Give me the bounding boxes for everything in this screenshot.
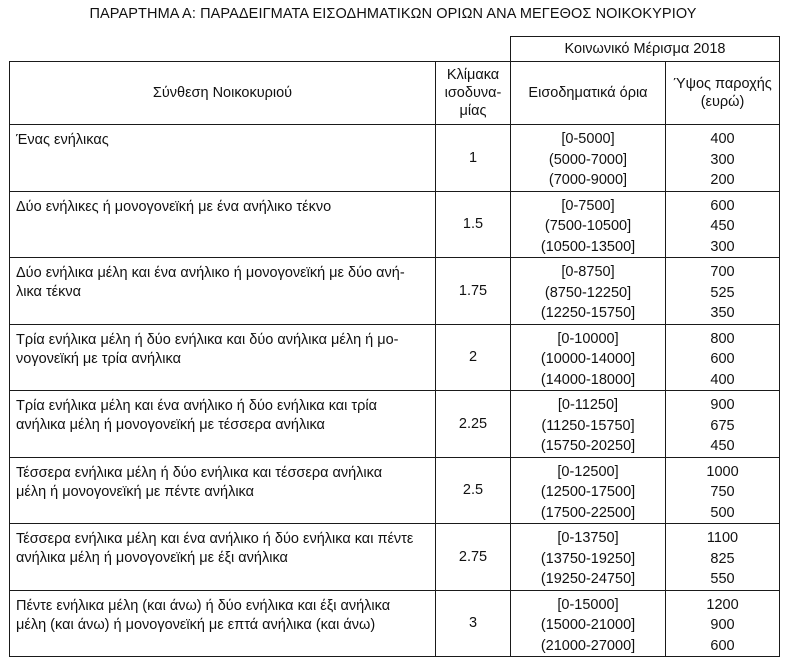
income-limits <box>511 324 666 391</box>
income-limit: (15750-20250] <box>540 438 636 454</box>
income-limit: (17500-22500] <box>540 504 636 521</box>
benefit-amounts <box>666 391 780 458</box>
household-composition <box>10 391 436 458</box>
table-row <box>10 258 780 325</box>
composition-line: ανήλικα μέλη ή μονογονεϊκή με έξι ανήλικα <box>16 550 288 566</box>
benefit-amount: 300 <box>710 151 735 168</box>
benefit-amount: 900 <box>710 617 735 633</box>
equivalence-scale: 1.75 <box>436 258 511 325</box>
benefit-amount: 1200 <box>706 596 739 613</box>
composition-line: Δύο ενήλικα μέλη και ένα ανήλικο ή μονογονεϊκή με δύο ανή- <box>16 265 405 281</box>
income-limit: (12500-17500] <box>540 484 636 500</box>
income-limit: [0-15000] <box>557 596 619 613</box>
document-title: ΠΑΡΑΡΤΗΜΑ Α: ΠΑΡΑΔΕΙΓΜΑΤΑ ΕΙΣΟΔΗΜΑΤΙΚΩΝ ΟΡΙΩΝ ΑΝΑ ΜΕΓΕΘΟΣ ΝΟΙΚΟΚΥΡΙΟΥ <box>89 6 697 22</box>
household-composition <box>10 590 436 657</box>
income-limits <box>511 258 666 325</box>
income-limit: (10000-14000] <box>540 351 636 367</box>
amount-header-line: (ευρώ) <box>700 94 745 110</box>
income-limit: (15000-21000] <box>540 617 636 633</box>
table-row <box>10 191 780 258</box>
table-row <box>10 590 780 657</box>
benefit-amount: 500 <box>710 504 735 521</box>
composition-line: Δύο ενήλικες ή μονογονεϊκή με ένα ανήλικο τέκνο <box>16 198 332 215</box>
benefit-amounts <box>666 524 780 591</box>
composition-header: Σύνθεση Νοικοκυριού <box>10 62 436 125</box>
benefit-amount: 350 <box>710 305 735 321</box>
composition-line: Τρία ενήλικα μέλη ή δύο ενήλικα και δύο ανήλικα μέλη ή μο- <box>16 331 399 348</box>
benefit-amount: 400 <box>710 371 735 388</box>
scale-header-line: μίας <box>459 103 487 119</box>
header-spacer <box>10 37 511 62</box>
equivalence-scale: 1.5 <box>436 191 511 258</box>
table-row <box>10 524 780 591</box>
table-row <box>10 391 780 458</box>
benefit-amount: 550 <box>710 571 735 587</box>
benefit-amount: 600 <box>710 197 735 214</box>
composition-line: λικα τέκνα <box>16 284 82 300</box>
composition-line: Τέσσερα ενήλικα μέλη ή δύο ενήλικα και τέσσερα ανήλικα <box>16 464 383 481</box>
income-limit: (21000-27000] <box>540 637 636 654</box>
income-limit: [0-7500] <box>561 197 615 214</box>
benefit-amount: 200 <box>710 172 735 188</box>
benefit-amounts <box>666 191 780 258</box>
income-limits <box>511 391 666 458</box>
income-limit: (14000-18000] <box>540 371 636 388</box>
benefit-amount: 600 <box>710 351 735 367</box>
income-limit: (11250-15750] <box>541 417 635 434</box>
income-limits <box>511 457 666 524</box>
table-row <box>10 125 780 192</box>
benefit-amount: 400 <box>710 131 735 147</box>
composition-line: μέλη ή μονογονεϊκή με πέντε ανήλικα <box>16 483 254 500</box>
income-limits-table <box>9 36 780 657</box>
income-limit: [0-8750] <box>561 264 615 280</box>
benefit-amounts <box>666 324 780 391</box>
household-composition <box>10 324 436 391</box>
household-composition <box>10 457 436 524</box>
equivalence-scale: 2.75 <box>436 524 511 591</box>
income-limits <box>511 590 666 657</box>
benefit-amount: 800 <box>710 330 735 347</box>
benefit-amount: 900 <box>710 397 735 413</box>
composition-line: Ένας ενήλικας <box>16 132 109 148</box>
income-limit: [0-10000] <box>557 330 619 347</box>
income-limit: (7500-10500] <box>544 218 632 234</box>
income-limits <box>511 191 666 258</box>
income-limit: (19250-24750] <box>540 571 636 587</box>
benefit-amount: 600 <box>710 637 735 654</box>
composition-line: Τρία ενήλικα μέλη και ένα ανήλικο ή δύο ενήλικα και τρία <box>16 398 378 414</box>
equivalence-scale: 2.25 <box>436 391 511 458</box>
program-header: Κοινωνικό Μέρισμα 2018 <box>511 37 780 62</box>
benefit-amount: 700 <box>710 264 735 280</box>
income-limits <box>511 524 666 591</box>
income-limits <box>511 125 666 192</box>
benefit-amount: 1100 <box>706 530 739 546</box>
amount-header-line: Ύψος παροχής <box>673 76 772 92</box>
benefit-amount: 750 <box>710 484 735 500</box>
income-limit: [0-11250] <box>557 397 619 413</box>
household-composition <box>10 258 436 325</box>
scale-header-line: ισοδυνα- <box>444 85 502 101</box>
benefit-amounts <box>666 125 780 192</box>
benefit-amounts <box>666 258 780 325</box>
income-limit: [0-5000] <box>561 131 615 147</box>
income-limit: (7000-9000] <box>548 172 628 188</box>
benefit-amounts <box>666 457 780 524</box>
benefit-amount: 450 <box>710 218 735 234</box>
equivalence-scale: 2 <box>436 324 511 391</box>
scale-header <box>436 62 511 125</box>
table-row <box>10 324 780 391</box>
composition-line: Πέντε ενήλικα μέλη (και άνω) ή δύο ενήλικα και έξι ανήλικα <box>16 597 391 614</box>
benefit-amount: 1000 <box>706 463 739 480</box>
household-composition <box>10 125 436 192</box>
benefit-amount: 525 <box>710 284 735 301</box>
composition-line: μέλη (και άνω) ή μονογονεϊκή με επτά ανήλικα (και άνω) <box>16 616 376 633</box>
benefit-amount: 450 <box>710 438 735 454</box>
household-composition <box>10 191 436 258</box>
benefit-amount: 300 <box>710 238 735 255</box>
composition-line: Τέσσερα ενήλικα μέλη και ένα ανήλικο ή δύο ενήλικα και πέντε <box>16 531 414 547</box>
income-limit: (5000-7000] <box>548 151 628 168</box>
scale-header-line: Κλίμακα <box>446 67 500 83</box>
household-composition <box>10 524 436 591</box>
composition-line: ανήλικα μέλη ή μονογονεϊκή με τέσσερα ανήλικα <box>16 417 325 433</box>
limits-header: Εισοδηματικά όρια <box>511 62 666 125</box>
composition-line: νογονεϊκή με τρία ανήλικα <box>16 350 181 367</box>
income-limit: [0-12500] <box>557 463 619 480</box>
benefit-amounts <box>666 590 780 657</box>
equivalence-scale: 2.5 <box>436 457 511 524</box>
income-limit: (10500-13500] <box>540 238 636 255</box>
benefit-amount: 675 <box>710 417 735 434</box>
amount-header <box>666 62 780 125</box>
benefit-amount: 825 <box>710 550 735 567</box>
income-limit: (12250-15750] <box>540 305 636 321</box>
income-limit: (13750-19250] <box>540 550 636 567</box>
income-limit: (8750-12250] <box>544 284 632 301</box>
equivalence-scale: 1 <box>436 125 511 192</box>
equivalence-scale: 3 <box>436 590 511 657</box>
table-row <box>10 457 780 524</box>
income-limit: [0-13750] <box>557 530 619 546</box>
